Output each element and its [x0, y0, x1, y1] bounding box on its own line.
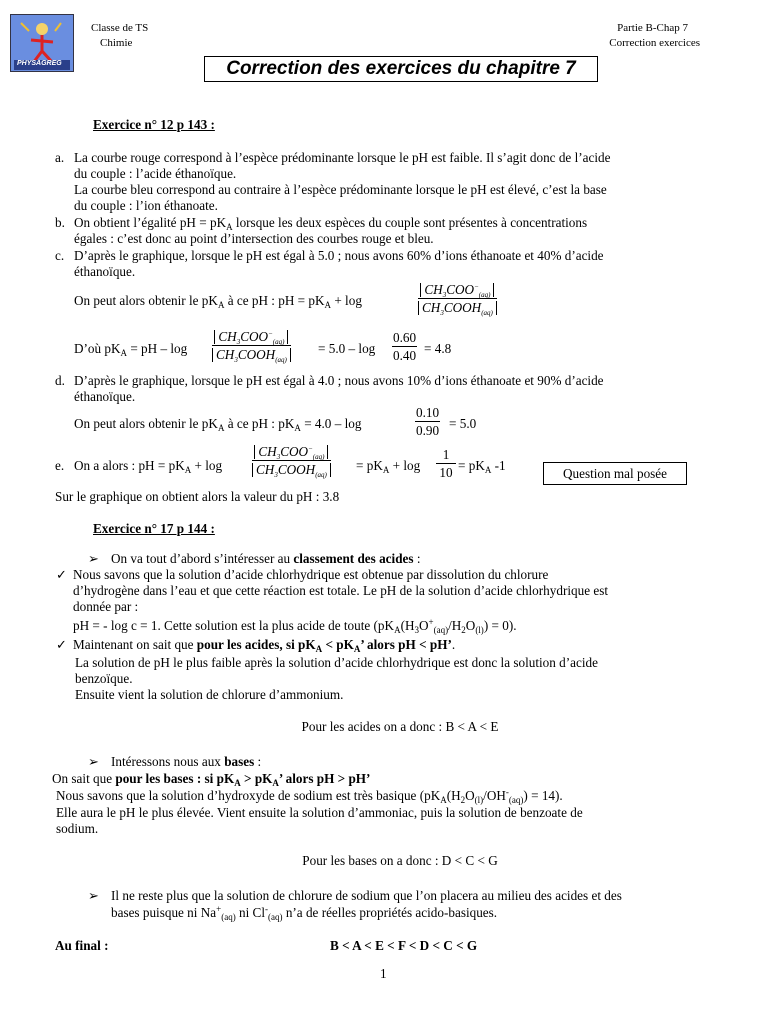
ex12-e-mid: = $pK_A + \log$ — [356, 458, 421, 475]
ex17-p5: On sait que pour les bases : si $pK_A > pK_A$’ alors pH > pH’ — [52, 771, 371, 788]
ex17-p7-line2: bases puisque ni $Na^+_{(aq)}$ ni $Cl^-_{(aq)}$ n’a de réelles propriétés acido-basiques. — [111, 904, 498, 922]
ex12-c-line1: D’après le graphique, lorsque le pH est égal à 5.0 ; nous avons 60% d’ions éthanoate et 40% d’acide — [74, 248, 604, 263]
ex12-d-marker: d. — [55, 373, 65, 388]
ex12-b-line1: On obtient l’égalité pH = $pK_A$ lorsque les deux espèces du couple sont présentes à concentrations — [74, 215, 588, 232]
ex17-p3-line3: benzoïque. — [75, 671, 133, 686]
question-note-box: Question mal posée — [543, 462, 687, 485]
ex12-c-result: = 4.8 — [424, 341, 452, 356]
ex12-c-line4: D’où $pK_A$ = pH – log — [74, 341, 188, 358]
arrow-bullet-icon: ➢ — [88, 551, 100, 566]
ex17-p6-line3: sodium. — [56, 821, 99, 836]
ex12-e-result: = $pK_A$ -1 — [458, 458, 506, 475]
page-number: 1 — [380, 966, 387, 981]
header-class: Classe de TS — [91, 22, 149, 34]
ex12-e-fraction-1: $CH_3COO^-_{(aq)}$ $CH_3COOH_{(aq)}$ — [252, 444, 331, 477]
ex12-d-fraction: $\frac{0.10}{0.90}$ — [416, 405, 440, 438]
ex17-p3-line4: Ensuite vient la solution de chlorure d’ammonium. — [75, 687, 344, 702]
ex12-d-line3: On peut alors obtenir le $pK_A$ à ce pH : $pK_A = 4.0 - \log$ — [74, 416, 362, 433]
ex17-p2-line1: Nous savons que la solution d’acide chlorhydrique est obtenue par dissolution du chlorure — [73, 567, 549, 582]
ex12-c-marker: c. — [55, 248, 65, 263]
ex12-a-line2: du couple : l’acide éthanoïque. — [74, 166, 237, 181]
ex12-a-line3: La courbe bleu correspond au contraire à l’espèce prédominante lorsque le pH est élevé, c’est la base — [74, 182, 607, 197]
ex12-a-line1: La courbe rouge correspond à l’espèce prédominante lorsque le pH est faible. Il s’agit donc de l’acide — [74, 150, 611, 165]
ex17-p3-line2: La solution de pH le plus faible après la solution d’acide chlorhydrique est donc la solution d’acide — [75, 655, 598, 670]
arrow-bullet-icon: ➢ — [88, 888, 100, 903]
ex17-p4: Intéressons nous aux bases : — [111, 754, 262, 769]
ex17-p6-line1: Nous savons que la solution d’hydroxyde de sodium est très basique $(pK_A(H_2O_{(l)}/OH^-_{(aq)}) = 14)$. — [56, 787, 563, 805]
header-doc-type: Correction exercices — [609, 37, 700, 49]
page-title: Correction des exercices du chapitre 7 — [204, 56, 598, 82]
final-label: Au final : — [55, 938, 109, 953]
ex12-d-result: = 5.0 — [449, 416, 477, 431]
ex12-a-marker: a. — [55, 150, 65, 165]
ex12-e-line1: On a alors : pH = $pK_A + \log$ — [74, 458, 223, 475]
ex12-c-fraction-1: $CH_3COO^-_{(aq)}$ $CH_3COOH_{(aq)}$ — [418, 282, 497, 315]
ex17-p2-line3: donnée par : — [73, 599, 139, 614]
ex12-c-fraction-2: $CH_3COO^-_{(aq)}$ $CH_3COOH_{(aq)}$ — [212, 329, 291, 362]
ex12-c-eq: = 5.0 – log — [318, 341, 376, 356]
check-bullet-icon: ✓ — [56, 637, 68, 652]
exercise-12-heading: Exercice n° 12 p 143 : — [93, 117, 215, 132]
ex12-c-line3: On peut alors obtenir le $pK_A$ à ce pH : pH = $pK_A + \log$ — [74, 293, 362, 310]
ex12-e-fraction-2: $\frac{1}{10}$ — [436, 447, 456, 480]
bases-order: Pour les bases on a donc : D < C < G — [302, 853, 498, 868]
ex12-d-line1: D’après le graphique, lorsque le pH est égal à 4.0 ; nous avons 10% d’ions éthanoate et 90% d’acide — [74, 373, 604, 388]
ex12-c-line2: éthanoïque. — [74, 264, 136, 279]
ex12-b-line2: égales : c’est donc au point d’intersection des courbes rouge et bleu. — [74, 231, 434, 246]
header-part: Partie B-Chap 7 — [617, 22, 688, 34]
ex17-p2-line4: pH = - log c = 1. Cette solution est la plus acide de toute $(pK_A(H_3O^+_{(aq)}/H_2O_{(l)}) = 0)$. — [73, 617, 517, 635]
ex12-a-line4: du couple : l’ion éthanoate. — [74, 198, 218, 213]
final-order: B < A < E < F < D < C < G — [330, 938, 478, 953]
ex12-e-marker: e. — [55, 458, 65, 473]
ex17-p7-line1: Il ne reste plus que la solution de chlorure de sodium que l’on placera au milieu des acides et des — [111, 888, 622, 903]
ex17-p2-line2: d’hydrogène dans l’eau et que cette réaction est totale. Le pH de la solution d’acide chlorhydrique est — [73, 583, 608, 598]
ex17-p6-line2: Elle aura le pH le plus élevée. Vient ensuite la solution d’ammoniac, puis la solution de benzoate de — [56, 805, 583, 820]
ex12-b-marker: b. — [55, 215, 65, 230]
logo — [10, 14, 74, 72]
ex12-c-fraction-3: $\frac{0.60}{0.40}$ — [393, 330, 417, 363]
ex17-p3-line1: Maintenant on sait que pour les acides, si $pK_A < pK_A$’ alors pH < pH’. — [73, 637, 456, 654]
arrow-bullet-icon: ➢ — [88, 754, 100, 769]
ex12-conclusion: Sur le graphique on obtient alors la valeur du pH : 3.8 — [55, 489, 340, 504]
ex17-p1: On va tout d’abord s’intéresser au classement des acides : — [111, 551, 421, 566]
logo-text: PHYSAGREG — [17, 60, 62, 67]
ex12-d-line2: éthanoïque. — [74, 389, 136, 404]
acids-order: Pour les acides on a donc : B < A < E — [301, 719, 499, 734]
check-bullet-icon: ✓ — [56, 567, 68, 582]
header-subject: Chimie — [100, 37, 133, 49]
exercise-17-heading: Exercice n° 17 p 144 : — [93, 521, 215, 536]
